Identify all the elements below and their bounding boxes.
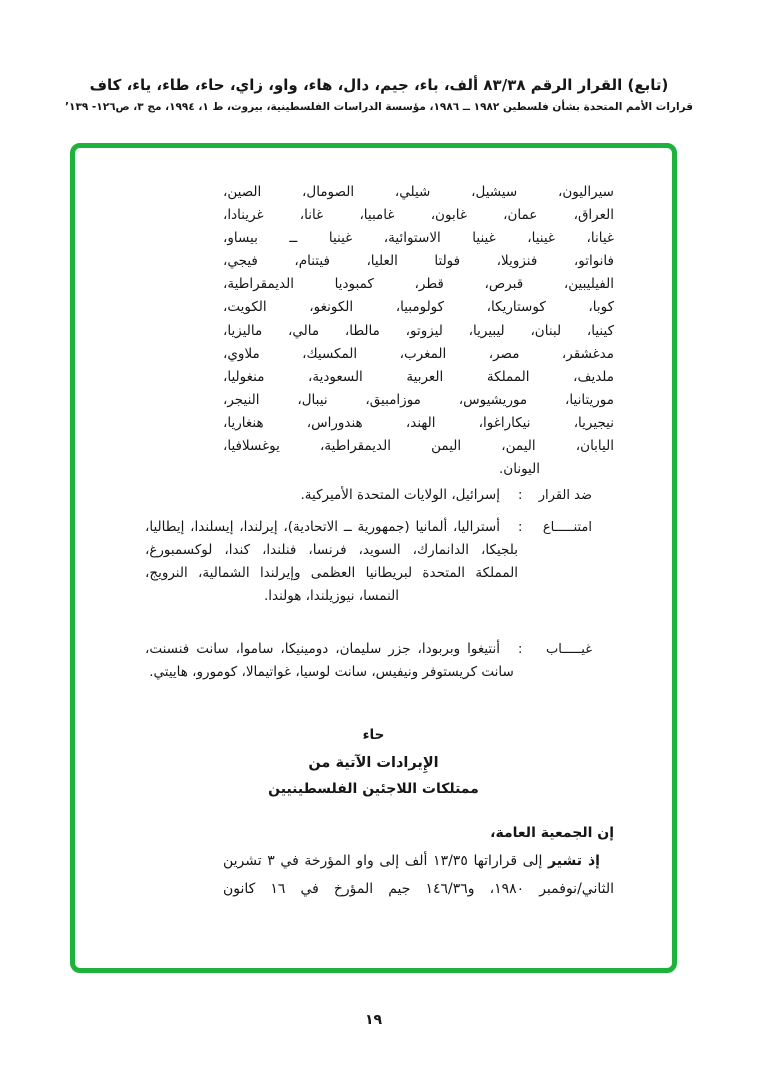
vote-absent-label: غيـــــاب [546,642,592,657]
preamble-recall-paragraph [223,847,614,903]
country-list-line: مدغشقر، مصر، المغرب، المكسيك، ملاوي، [223,345,614,362]
vote-section-absent [145,638,614,684]
vote-abstain-label-cell [518,516,614,608]
country-list-line: الفيليبين، قبرص، قطر، كمبوديا الديمقراطية، [223,276,614,293]
header-source-citation: قرارات الأمم المتحدة بشأن فلسطين ١٩٨٢ ــ ١٩٨٦، مؤسسة الدراسات الفلسطينية، بيروت، ط ١، ١٩٩٤، مج ٣، ص١٢٦- ١٣٩’ [65,101,693,113]
colon-separator: : [518,488,523,503]
section-title-line1: الإِيرادات الآتية من [308,755,439,771]
vote-abstain-countries: أستراليا، ألمانيا (جمهورية ــ الاتحادية)، إيرلندا، إيسلندا، إيطاليا، بلجيكا، الدانمارك، السويد، فرنسا، فنلندا، كندا، لوكسمبورغ، المملكة المتحدة لبريطانيا العظمى وإيرلندا الشمالية، النرويج، النمسا، نيوزيلندا، هولندا. [145,519,518,605]
vote-against-countries: إسرائيل، الولايات المتحدة الأميركية. [300,487,500,503]
country-list-line: نيجيريا، نيكاراغوا، الهند، هندوراس، هنغاريا، [223,414,614,431]
colon-separator: : [518,520,523,535]
recall-rest: إلى قراراتها ١٣/٣٥ ألف إلى واو المؤرخة في ٣ تشرين الثاني/نوفمبر ١٩٨٠، و١٤٦/٣٦ جيم المؤرخ في ١٦ كانون [223,853,615,897]
header-resolution-title: (تابع) القرار الرقم ٨٣/٣٨ ألف، باء، جيم، دال، هاء، واو، زاي، حاء، طاء، ياء، كاف [89,76,669,94]
country-list-line: سيراليون، سيشيل، شيلي، الصومال، الصين، [223,184,614,200]
vote-absent-label-cell [518,638,614,684]
country-list-line: كوبا، كوستاريكا، كولومبيا، الكونغو، الكويت، [223,299,614,316]
recall-lead: إذ تشير [548,853,600,869]
country-list-line: موريتانيا، موريشيوس، موزامبيق، نيبال، النيجر، [223,391,614,408]
vote-absent-countries: أنتيغوا وبربودا، جزر سليمان، دومينيكا، ساموا، سانت فنسنت، سانت كريستوفر ونيفيس، سانت لوسيا، غواتيمالا، كومورو، هاييتي. [145,641,514,681]
vote-against-label-cell [518,484,614,507]
colon-separator: : [518,642,523,657]
country-list-line: ملديف، المملكة العربية السعودية، منغوليا، [223,368,614,385]
section-title-line2: ممتلكات اللاجئين الفلسطينيين [268,781,479,797]
country-list-line: اليابان، اليمن، اليمن الديمقراطية، يوغسلافيا، [223,438,614,455]
in-favour-country-list [223,181,614,481]
country-list-line: غيانا، غينيا، غينيا الاستوائية، غينيا ــ بيساو، [223,230,614,247]
vote-against-label: ضد القرار [538,488,592,503]
vote-section-against [145,484,614,507]
vote-section-abstain [145,516,614,608]
page-number: ١٩ [364,1012,383,1028]
preamble-intro: إن الجمعية العامة، [490,825,614,841]
country-list-line: العراق، عمان، غابون، غامبيا، غانا، غرينادا، [223,207,614,224]
country-list-line: فانواتو، فنزويلا، فولتا العليا، فيتنام، فيجي، [223,253,614,270]
section-letter-heading: حاء [362,727,385,743]
country-list-line-last: اليونان. [499,461,540,478]
page-header [0,76,758,113]
country-list-line: كينيا، لبنان، ليبيريا، ليزوتو، مالطا، مالي، ماليزيا، [223,322,614,339]
vote-abstain-label: امتنـــــاع [542,520,592,535]
